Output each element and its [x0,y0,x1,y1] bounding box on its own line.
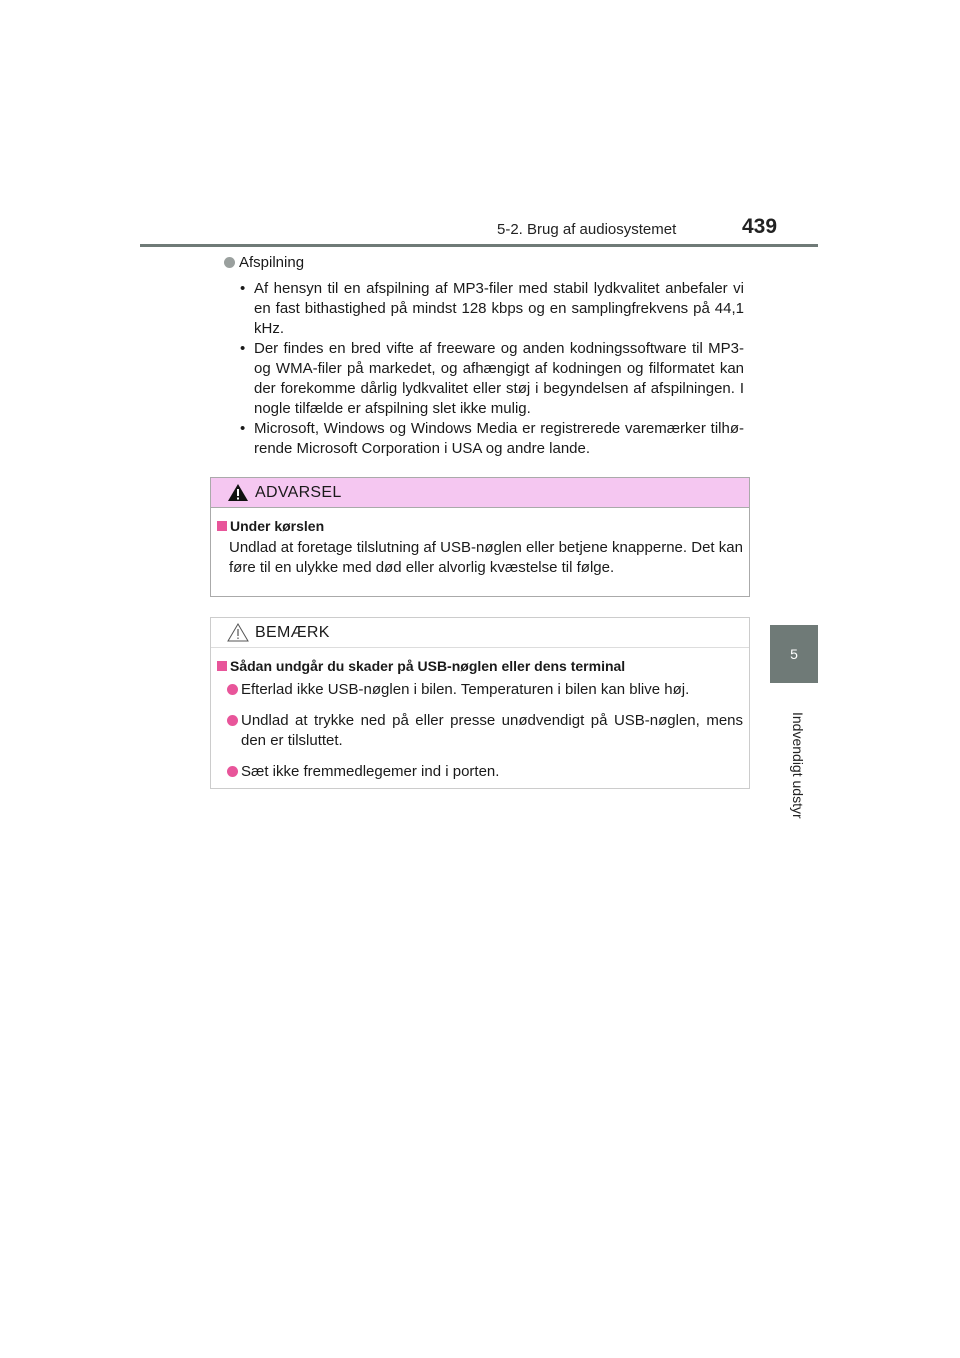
playback-section [210,254,750,459]
header-divider [140,244,818,247]
notice-label: BEMÆRK [255,623,330,641]
warning-text: Undlad at foretage tilslutning af USB-nøglen eller betjene knapperne. Det kan føre til en ulykke med død eller alvorlig kvæstelse til følge. [229,539,743,576]
bullet-dot-icon: • [240,340,246,357]
playback-heading-text: Afspilning [239,254,305,271]
circle-bullet-icon [224,257,235,268]
list-item: • Der findes en bred vifte af freeware og anden kodningssoftware til MP3- og WMA-filer på markedet, og afhængigt af kodningen og filformatet kan der forekomme dårlig lydkvalitet eller støj i begyndelsen af afspilningen. I nogle tilfælde er afspilning slet ikke mulig. [240,340,744,417]
list-item: • Microsoft, Windows og Windows Media er registrerede varemærker tilhø- rende Microsoft Corporation i USA og andre lande. [240,420,744,457]
playback-heading [224,254,750,271]
notice-header [211,618,749,648]
notice-box [210,617,750,789]
warning-title: Under kørslen [217,518,743,534]
list-item: • Af hensyn til en afspilning af MP3-filer med stabil lydkvalitet anbefaler vi en fast bithastighed på mindst 128 kbps og en samplingfrekvens på 44,1 kHz. [240,280,744,337]
chapter-number: 5 [790,646,798,662]
list-item: Sæt ikke fremmedlegemer ind i porten. [217,762,743,782]
section-title: 5-2. Brug af audiosystemet [497,221,677,238]
notice-title: Sådan undgår du skader på USB-nøglen eller dens terminal [217,658,743,674]
notice-body [211,648,749,782]
square-bullet-icon [217,661,227,671]
warning-label: ADVARSEL [255,483,342,501]
notice-list [217,680,743,782]
playback-list [210,279,750,459]
chapter-tab [770,625,818,683]
warning-box [210,477,750,597]
circle-bullet-icon [227,684,238,695]
circle-bullet-icon [227,715,238,726]
caution-triangle-icon [227,623,249,642]
page-number: 439 [742,215,778,238]
circle-bullet-icon [227,766,238,777]
warning-header [211,478,749,508]
list-item: Efterlad ikke USB-nøglen i bilen. Temperaturen i bilen kan blive høj. [217,680,743,700]
list-item: Undlad at trykke ned på eller presse unødvendigt på USB-nøglen, mens den er tilsluttet. [217,711,743,751]
bullet-dot-icon: • [240,280,246,297]
square-bullet-icon [217,521,227,531]
bullet-dot-icon: • [240,420,246,437]
chapter-title: Indvendigt udstyr [790,711,806,819]
warning-triangle-icon [227,483,249,502]
warning-body [211,508,749,578]
